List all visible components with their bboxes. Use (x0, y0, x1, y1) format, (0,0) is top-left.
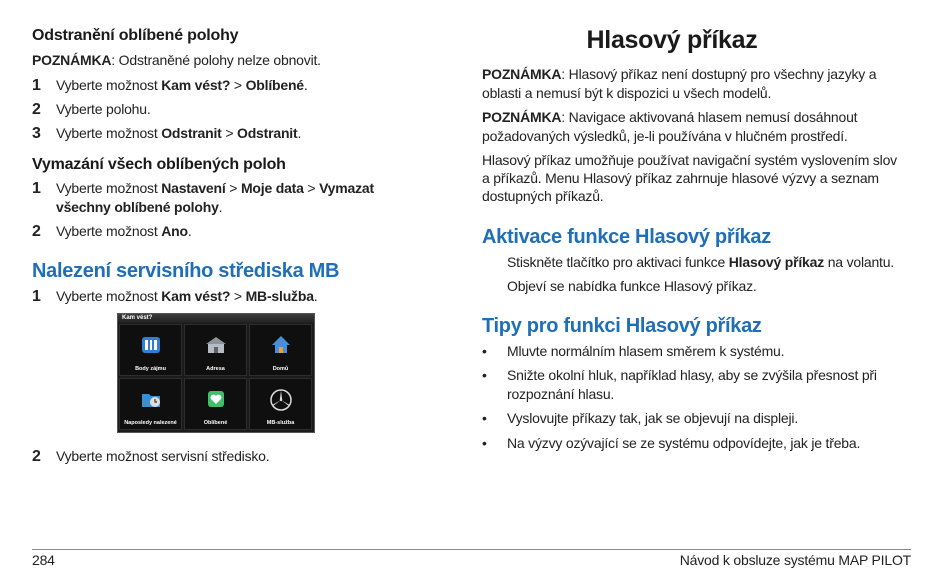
poi-icon (140, 334, 162, 361)
note-label: POZNÁMKA (482, 109, 562, 125)
step-item (32, 222, 437, 241)
menu-grid (119, 324, 313, 431)
step-number: 1 (32, 77, 41, 94)
activate-instruction: Stiskněte tlačítko pro aktivaci funkce Hlasový příkaz na volantu. (507, 254, 895, 270)
bullet-marker: • (482, 435, 487, 451)
step-number: 1 (32, 288, 41, 305)
step-item (32, 76, 437, 95)
list-item (482, 409, 902, 428)
tile-label: Adresa (206, 366, 225, 372)
step-text: Vyberte možnost Ano. (56, 223, 192, 239)
tip-text: Mluvte normálním hlasem směrem k systému. (507, 343, 785, 359)
bullet-marker: • (482, 410, 487, 426)
activate-result: Objeví se nabídka funkce Hlasový příkaz. (507, 278, 757, 294)
tip-text: Na výzvy ozývající se ze systému odpovídejte, jak je třeba. (507, 435, 861, 451)
step-item (32, 124, 437, 143)
note-label: POZNÁMKA (32, 52, 112, 68)
step-item (32, 179, 432, 217)
device-screenshot (117, 313, 315, 433)
tile-label: MB-služba (266, 420, 295, 426)
tile-label: Body zájmu (135, 366, 166, 372)
step-text: Vyberte možnost Nastavení > Moje data > Vymazat všechny oblíbené polohy. (56, 180, 374, 215)
tile-recent[interactable] (119, 378, 182, 430)
step-item (32, 447, 437, 466)
address-icon (205, 334, 227, 361)
list-item (482, 342, 902, 361)
section-heading-tips: Tipy pro funkci Hlasový příkaz (482, 315, 762, 337)
section-heading-activate: Aktivace funkce Hlasový příkaz (482, 226, 771, 248)
step-number: 2 (32, 101, 41, 118)
note-text: : Navigace aktivovaná hlasem nemusí dosáhnout požadovaných výsledků, je-li používána v hlučném prostředí. (482, 109, 858, 144)
screen-header: Kam vést? (118, 314, 314, 323)
section-heading-mb-service: Nalezení servisního střediska MB (32, 260, 340, 282)
tile-label: Naposledy nalezené (124, 420, 177, 426)
manual-title: Návod k obsluze systému MAP PILOT (679, 552, 911, 568)
bullet-marker: • (482, 343, 487, 359)
bullet-marker: • (482, 367, 487, 383)
tile-mb-service[interactable] (249, 378, 312, 430)
section-heading-remove-favorite: Odstranění oblíbené polohy (32, 27, 239, 44)
list-item (482, 434, 902, 453)
intro-paragraph: Hlasový příkaz umožňuje používat navigační systém vyslovením slov a příkazů. Menu Hlasový příkaz zahrnuje hlasové výzvy a seznam dostupných příkazů. (482, 152, 897, 204)
note-remove-favorite (32, 51, 321, 70)
step-text: Vyberte polohu. (56, 101, 151, 117)
step-text: Vyberte možnost Kam vést? > MB-služba. (56, 288, 318, 304)
tile-home[interactable] (249, 324, 312, 376)
step-text: Vyberte možnost Odstranit > Odstranit. (56, 125, 302, 141)
note-text: : Hlasový příkaz není dostupný pro všechny jazyky a oblasti a nemusí být k dispozici u všech modelů. (482, 66, 877, 101)
home-icon (270, 334, 292, 361)
page-title: Hlasový příkaz (586, 26, 758, 54)
tile-label: Oblíbené (203, 420, 228, 426)
favorites-icon (205, 388, 227, 415)
footer-divider (32, 549, 911, 550)
step-number: 2 (32, 223, 41, 240)
step-number: 3 (32, 125, 41, 142)
recent-icon (140, 388, 162, 415)
step-number: 2 (32, 448, 41, 465)
note-text: : Odstraněné polohy nelze obnovit. (111, 52, 321, 68)
tile-poi[interactable] (119, 324, 182, 376)
step-item (32, 100, 437, 119)
list-item (482, 366, 877, 404)
step-text: Vyberte možnost Kam vést? > Oblíbené. (56, 77, 308, 93)
note-availability (482, 65, 882, 103)
note-noise (482, 108, 882, 146)
step-number: 1 (32, 180, 41, 197)
tile-address[interactable] (184, 324, 247, 376)
step-item (32, 287, 437, 306)
note-label: POZNÁMKA (482, 66, 562, 82)
tile-favorites[interactable] (184, 378, 247, 430)
mercedes-icon (269, 388, 293, 417)
page-number: 284 (32, 552, 55, 568)
section-heading-clear-favorites: Vymazání všech oblíbených poloh (32, 156, 286, 173)
step-text: Vyberte možnost servisní středisko. (56, 448, 270, 464)
tile-label: Domů (272, 366, 289, 372)
tip-text: Vyslovujte příkazy tak, jak se objevují na displeji. (507, 410, 799, 426)
tip-text: Snižte okolní hluk, například hlasy, aby se zvýšila přesnost při rozpoznání hlasu. (507, 367, 877, 402)
